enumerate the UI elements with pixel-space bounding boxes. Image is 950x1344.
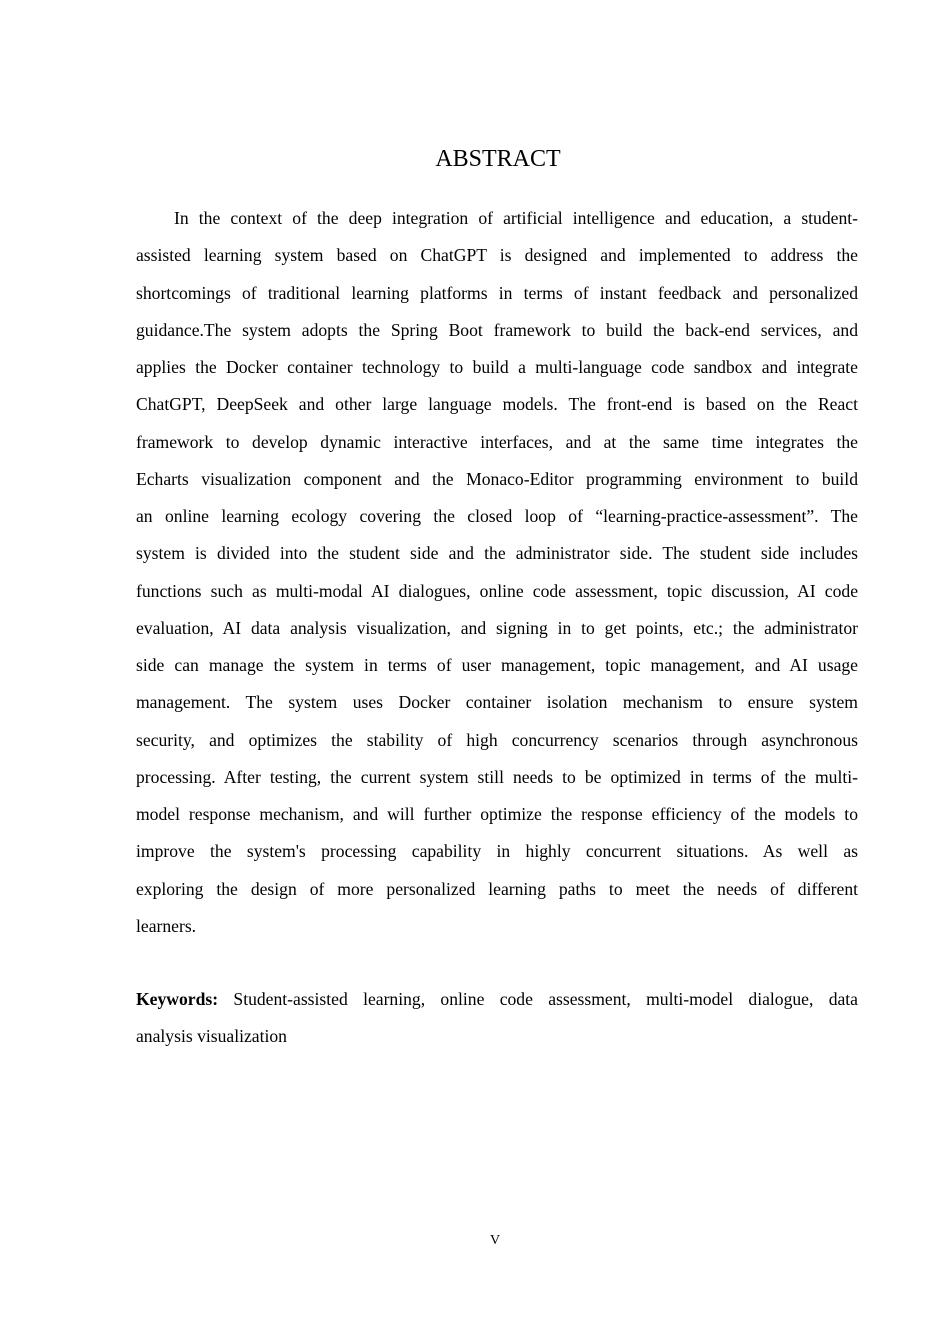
keywords-text-1: Student-assisted learning, online code assessment, multi-model dialogue, data (233, 989, 858, 1009)
page-number: V (489, 1233, 501, 1248)
abstract-line: an online learning ecology covering the closed loop of “learning-practice-assessment”. The (136, 506, 858, 526)
keywords-line-2: analysis visualization (136, 1026, 287, 1047)
abstract-line: assisted learning system based on ChatGPT is designed and implemented to address the (136, 245, 858, 266)
abstract-line: Echarts visualization component and the Monaco-Editor programming environment to build (136, 468, 858, 489)
abstract-line: applies the Docker container technology to build a multi-language code sandbox and integrate (136, 357, 858, 377)
abstract-line: In the context of the deep integration of artificial intelligence and education, a student- (174, 208, 858, 228)
abstract-line: model response mechanism, and will further optimize the response efficiency of the models to (136, 804, 858, 824)
abstract-line: processing. After testing, the current system still needs to be optimized in terms of the multi- (136, 766, 858, 787)
page-title: ABSTRACT (435, 146, 561, 172)
keywords-line-1 (136, 981, 858, 1018)
keywords-section (136, 981, 858, 1056)
abstract-line: functions such as multi-modal AI dialogues, online code assessment, topic discussion, AI code (136, 580, 858, 601)
abstract-line: framework to develop dynamic interactive interfaces, and at the same time integrates the (136, 431, 858, 452)
abstract-line: evaluation, AI data analysis visualization, and signing in to get points, etc.; the administrator (136, 617, 858, 638)
abstract-line: improve the system's processing capability in highly concurrent situations. As well as (136, 841, 858, 862)
abstract-line: management. The system uses Docker container isolation mechanism to ensure system (136, 692, 858, 713)
abstract-line: exploring the design of more personalized learning paths to meet the needs of different (136, 878, 858, 899)
abstract-line: ChatGPT, DeepSeek and other large language models. The front-end is based on the React (136, 394, 858, 415)
abstract-line: learners. (136, 915, 197, 936)
abstract-line: security, and optimizes the stability of high concurrency scenarios through asynchronous (136, 729, 858, 750)
keywords-label: Keywords: (136, 989, 219, 1009)
abstract-line: system is divided into the student side and the administrator side. The student side includes (136, 543, 858, 564)
abstract-line: guidance.The system adopts the Spring Boot framework to build the back-end services, and (136, 319, 858, 340)
abstract-body (136, 200, 858, 945)
abstract-line: side can manage the system in terms of user management, topic management, and AI usage (136, 655, 858, 675)
abstract-line: shortcomings of traditional learning platforms in terms of instant feedback and personalized (136, 282, 858, 303)
